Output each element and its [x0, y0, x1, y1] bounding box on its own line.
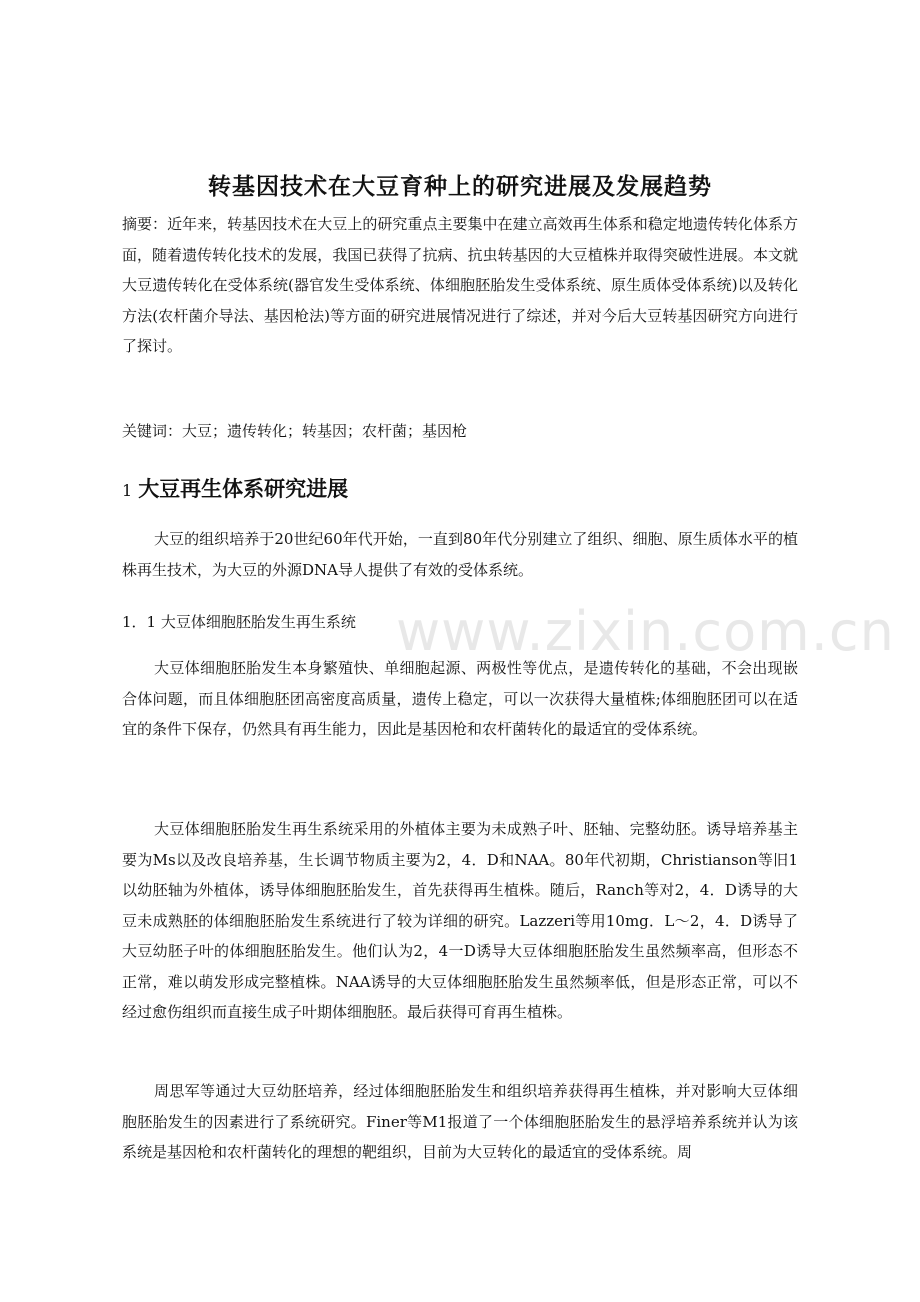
section-1-1-paragraph-3: 周思军等通过大豆幼胚培养，经过体细胞胚胎发生和组织培养获得再生植株，并对影响大豆体细胞胚胎发生的因素进行了系统研究。Finer等M1报道了一个体细胞胚胎发生的悬浮培养系统并认为该系统是基因枪和农杆菌转化的理想的靶组织，目前为大豆转化的最适宜的受体系统。周 — [122, 1082, 798, 1161]
document-title: 转基因技术在大豆育种上的研究进展及发展趋势 — [208, 174, 712, 200]
section-1-number: 1 — [122, 481, 133, 500]
keywords-line: 关键词：大豆；遗传转化；转基因；农杆菌；基因枪 — [122, 422, 468, 440]
abstract-paragraph: 摘要：近年来，转基因技术在大豆上的研究重点主要集中在建立高效再生体系和稳定地遗传转化体系方面，随着遗传转化技术的发展，我国已获得了抗病、抗虫转基因的大豆植株并取得突破性进展。本文就大豆遗传转化在受体系统(器官发生受体系统、体细胞胚胎发生受体系统、原生质体受体系统)以及转化方法(农杆菌介导法、基因枪法)等方面的研究进展情况进行了综述，并对今后大豆转基因研究方向进行了探讨。 — [122, 215, 798, 355]
section-1-1-heading: 1．1 大豆体细胞胚胎发生再生系统 — [122, 613, 356, 631]
section-1-title: 大豆再生体系研究进展 — [138, 477, 349, 501]
watermark: www.zixin.com.cn — [396, 600, 895, 663]
section-1-1-paragraph-2: 大豆体细胞胚胎发生再生系统采用的外植体主要为未成熟子叶、胚轴、完整幼胚。诱导培养基主要为Ms以及改良培养基，生长调节物质主要为2，4．D和NAA。80年代初期，Christianson等旧1以幼胚轴为外植体，诱导体细胞胚胎发生，首先获得再生植株。随后，Ranch等对2，4．D诱导的大豆未成熟胚的体细胞胚胎发生系统进行了较为详细的研究。Lazzeri等用10mg．L～2，4．D诱导了大豆幼胚子叶的体细胞胚胎发生。他们认为2，4一D诱导大豆体细胞胚胎发生虽然频率高，但形态不正常，难以萌发形成完整植株。NAA诱导的大豆体细胞胚胎发生虽然频率低，但是形态正常，可以不经过愈伤组织而直接生成子叶期体细胞胚。最后获得可育再生植株。 — [122, 820, 798, 1021]
section-1-intro: 大豆的组织培养于20世纪60年代开始，一直到80年代分别建立了组织、细胞、原生质体水平的植株再生技术，为大豆的外源DNA导人提供了有效的受体系统。 — [122, 530, 798, 579]
section-1-1-paragraph-1: 大豆体细胞胚胎发生本身繁殖快、单细胞起源、两极性等优点，是遗传转化的基础，不会出现嵌合体问题，而且体细胞胚团高密度高质量，遗传上稳定，可以一次获得大量植株;体细胞胚团可以在适宜的条件下保存，仍然具有再生能力，因此是基因枪和农杆菌转化的最适宜的受体系统。 — [122, 659, 798, 738]
section-1-heading — [122, 473, 348, 503]
